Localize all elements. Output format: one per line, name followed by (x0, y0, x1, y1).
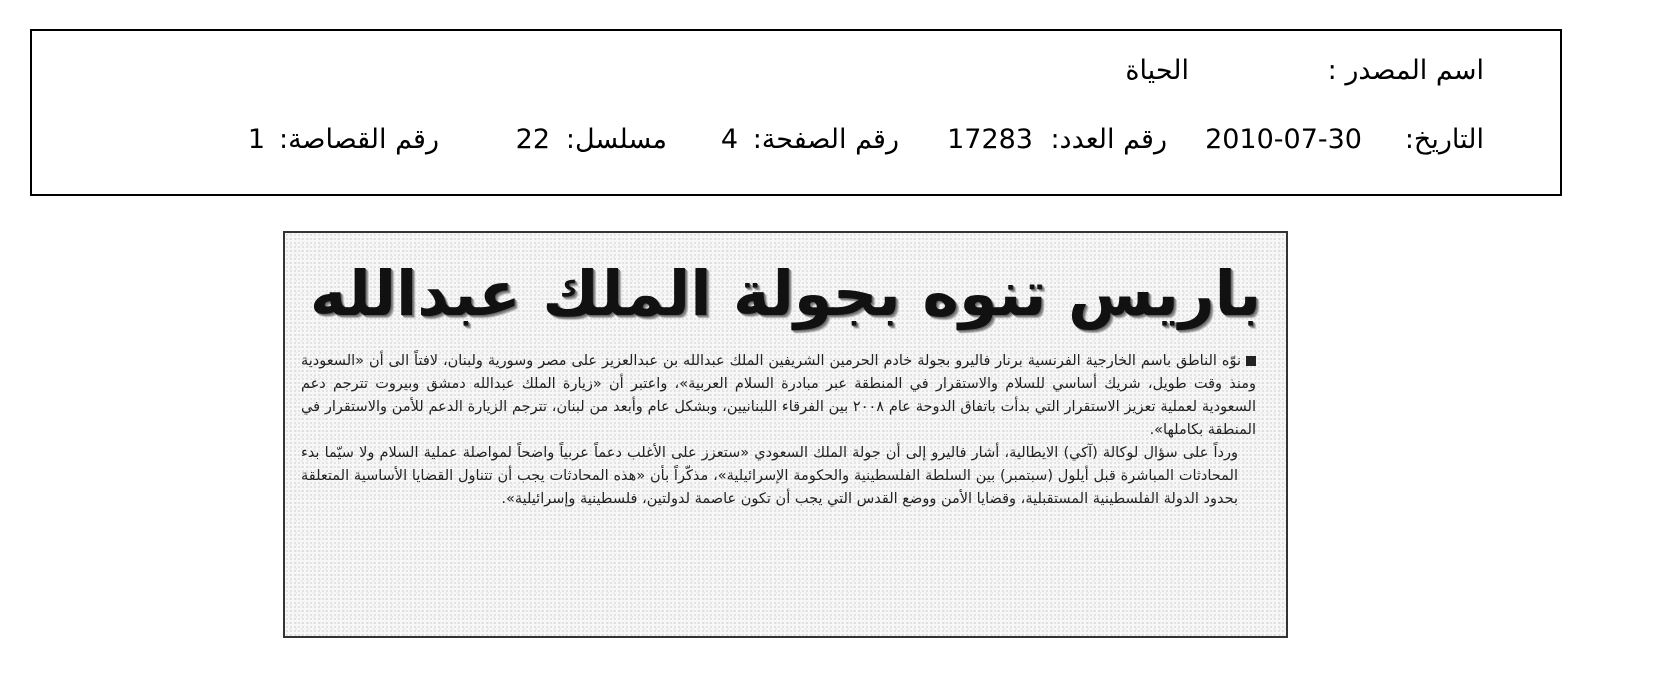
article-paragraph-2: ورداً على سؤال لوكالة (آكي) الايطالية، أشار فاليرو إلى أن جولة الملك السعودي «ستعزز على الأغلب دعماً عربياً واضحاً لمواصلة عملية السلام ولا سيّما بدء المحادثات المباشرة قبل أيلول (سبتمبر) بين السلطة الفلسطينية والحكومة الإسرائيلية»، مذكّراً بأن «هذه المحادثات يجب أن تتناول القضايا الأساسية المتعلقة بحدود الدولة الفلسطينية المستقبلية، وقضايا الأمن ووضع القدس التي يجب أن تكون عاصمة لدولتين، فلسطينية وإسرائيلية». (301, 445, 1238, 507)
date-label: التاريخ: (1404, 124, 1484, 155)
source-value: الحياة (1125, 55, 1189, 86)
source-label: اسم المصدر : (1327, 55, 1484, 86)
page-label: رقم الصفحة: (752, 124, 899, 155)
article-body (301, 350, 1256, 511)
newspaper-clipping (283, 231, 1288, 638)
serial-label: مسلسل: (565, 124, 667, 155)
article-paragraph-1 (301, 350, 1256, 442)
article-paragraph-1-text: نوّه الناطق باسم الخارجية الفرنسية برنار فاليرو بجولة خادم الحرمين الشريفين الملك عبدالله بن عبدالعزيز على مصر وسورية ولبنان، لافتاً الى أن «السعودية ومنذ وقت طويل، شريك أساسي للسلام والاستقرار في المنطقة عبر مبادرة السلام العربية»، واعتبر أن «زيارة الملك عبدالله دمشق وبيروت تترجم دعم السعودية لعملية تعزيز الاستقرار التي بدأت باتفاق الدوحة عام ٢٠٠٨ بين الفرقاء اللبنانيين، وبشكل عام وأبعد من لبنان، تترجم الزيارة الدعم للأمن والاستقرار في المنطقة بكاملها». (301, 353, 1256, 438)
bullet-square-icon (1246, 356, 1256, 366)
article-headline: باريس تنوه بجولة الملك عبدالله (309, 257, 1262, 330)
issue-label: رقم العدد: (1050, 124, 1167, 155)
serial-value: 22 (515, 124, 550, 155)
issue-value: 17283 (947, 124, 1033, 155)
clip-value: 1 (247, 124, 265, 155)
clip-label: رقم القصاصة: (278, 124, 439, 155)
page-value: 4 (720, 124, 738, 155)
date-value: 2010-07-30 (1205, 124, 1362, 155)
metadata-box (30, 29, 1562, 196)
